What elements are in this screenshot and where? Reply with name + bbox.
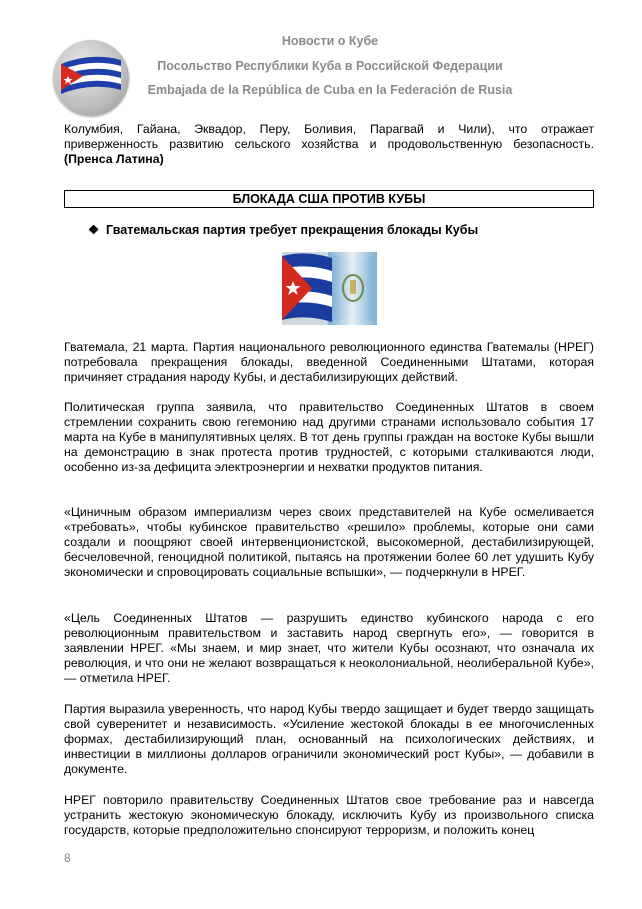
- article-paragraph-3: «Циничным образом империализм через своих представителей на Кубе осмеливается «требовать», чтобы кубинское правительство «решило» проблемы, которые они сами создали и поощряют своей интервенционистской, высокомерной, дестабилизирующей, бесчеловечной, геноцидной политикой, пытаясь на протяжении более 60 лет удушить Кубу экономически и спровоцировать социальные вспышки», — подчеркнули в НРЕГ.: [64, 505, 594, 579]
- article-paragraph-2: Политическая группа заявила, что правительство Соединенных Штатов в своем стремлении сохранить свою гегемонию над другими странами использовало события 17 марта на Кубе в манипулятивных целях. В тот день группы граждан на востоке Кубы вышли на демонстрацию в знак протеста против трудностей, с которыми сталкиваются люди, особенно из-за дефицита электроэнергии и нехватки продуктов питания.: [64, 400, 594, 474]
- cuba-guatemala-flags-image: [282, 252, 377, 325]
- header-embassy-es: Embajada de la República de Cuba en la Federación de Rusia: [147, 83, 513, 97]
- intro-source: (Пренса Латина): [64, 152, 164, 166]
- article-paragraph-6: НРЕГ повторило правительству Соединенных Штатов свое требование раз и навсегда устранить жестокую экономическую блокаду, исключить Кубу из произвольного списка государств, которые предположительно спонсируют терроризм, и положить конец: [64, 793, 594, 837]
- intro-paragraph: [64, 122, 594, 167]
- cuba-russia-flag-icon: [59, 50, 123, 96]
- article-paragraph-5: Партия выразила уверенность, что народ Кубы твердо защищает и будет твердо защищать свой суверенитет и независимость. «Усиление жестокой блокады в ее многочисленных формах, дестабилизирующий план, основанный на психологических действиях, и инвестиции в миллионы долларов ограничили экономический рост Кубы», — добавили в документе.: [64, 702, 594, 776]
- article-paragraph-1: Гватемала, 21 марта. Партия национального революционного единства Гватемалы (НРЕГ) потребовала прекращения блокады, введенной Соединенными Штатами, которая причиняет страдания народу Кубы, и дестабилизирующих действий.: [64, 340, 594, 384]
- bullet-diamond-icon: ❖: [88, 223, 100, 237]
- embassy-logo: [53, 40, 129, 116]
- header-embassy-ru: Посольство Республики Куба в Российской Федерации: [157, 59, 503, 73]
- page-number: 8: [64, 851, 71, 865]
- section-heading: БЛОКАДА США ПРОТИВ КУБЫ: [64, 190, 594, 208]
- article-title: [88, 222, 478, 237]
- article-title-text: Гватемальская партия требует прекращения блокады Кубы: [106, 223, 479, 237]
- article-paragraph-4: «Цель Соединенных Штатов — разрушить единство кубинского народа с его революционным правительством и заставить народ свергнуть его», — говорится в заявлении НРЕГ. «Мы знаем, и мир знает, что жители Кубы осознают, что означала их революция, и что они не желают возвращаться к неоколониальной, неолиберальной Кубе», — отметила НРЕГ.: [64, 611, 594, 685]
- intro-text: Колумбия, Гайана, Эквадор, Перу, Боливия, Парагвай и Чили), что отражает приверженность развитию сельского хозяйства и продовольственную безопасность.: [64, 122, 594, 151]
- header-news-title: Новости о Кубе: [281, 34, 379, 48]
